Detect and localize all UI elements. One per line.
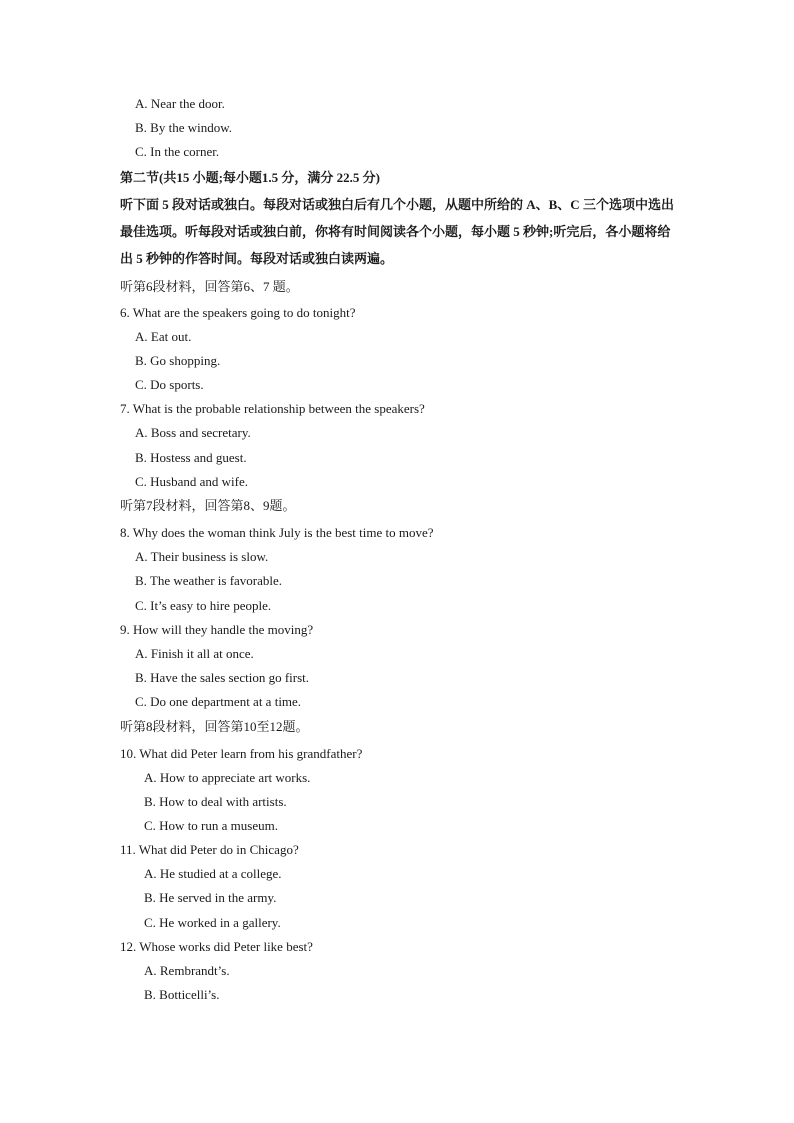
option-text: A. Their business is slow. bbox=[135, 549, 269, 564]
option-text: B. The weather is favorable. bbox=[135, 573, 283, 588]
section-instructions: 听下面 5 段对话或独白。每段对话或独白后有几个小题，从题中所给的 A、B、C 三个选项中选出最佳选项。听每段对话或独白前，你将有时间阅读各个小题，每小题 5 秒钟;听完后，各小题将给出 5 秒钟的作答时间。每段对话或独白读两遍。 bbox=[120, 197, 674, 266]
option-text: B. How to deal with artists. bbox=[144, 794, 287, 809]
option-text: A. Near the door. bbox=[135, 96, 225, 111]
option-text: C. Do sports. bbox=[135, 377, 204, 392]
group-intro: 听第7段材料，回答第8、9题。 bbox=[120, 498, 296, 513]
question-stem: 11. What did Peter do in Chicago? bbox=[120, 842, 299, 857]
question-stem: 10. What did Peter learn from his grandfather? bbox=[120, 746, 363, 761]
option-text: C. He worked in a gallery. bbox=[144, 915, 281, 930]
option-text: C. How to run a museum. bbox=[144, 818, 278, 833]
option-text: B. Hostess and guest. bbox=[135, 450, 247, 465]
option-text: B. He served in the army. bbox=[144, 890, 277, 905]
option-text: A. He studied at a college. bbox=[144, 866, 282, 881]
option-text: A. How to appreciate art works. bbox=[144, 770, 311, 785]
group-intro: 听第6段材料，回答第6、7 题。 bbox=[120, 279, 299, 294]
question-stem: 7. What is the probable relationship between the speakers? bbox=[120, 401, 425, 416]
question-stem: 12. Whose works did Peter like best? bbox=[120, 939, 313, 954]
option-text: B. Have the sales section go first. bbox=[135, 670, 310, 685]
option-text: C. Do one department at a time. bbox=[135, 694, 302, 709]
option-text: B. Go shopping. bbox=[135, 353, 221, 368]
option-text: C. It’s easy to hire people. bbox=[135, 598, 272, 613]
option-text: A. Eat out. bbox=[135, 329, 192, 344]
option-text: C. Husband and wife. bbox=[135, 474, 249, 489]
group-intro: 听第8段材料，回答第10至12题。 bbox=[120, 719, 309, 734]
option-text: C. In the corner. bbox=[135, 144, 220, 159]
option-text: A. Finish it all at once. bbox=[135, 646, 254, 661]
section-heading: 第二节(共15 小题;每小题1.5 分，满分 22.5 分) bbox=[120, 170, 380, 185]
question-stem: 6. What are the speakers going to do tonight? bbox=[120, 305, 356, 320]
option-text: A. Boss and secretary. bbox=[135, 425, 251, 440]
option-text: B. Botticelli’s. bbox=[144, 987, 220, 1002]
option-text: B. By the window. bbox=[135, 120, 233, 135]
question-stem: 8. Why does the woman think July is the best time to move? bbox=[120, 525, 434, 540]
question-stem: 9. How will they handle the moving? bbox=[120, 622, 314, 637]
option-text: A. Rembrandt’s. bbox=[144, 963, 230, 978]
